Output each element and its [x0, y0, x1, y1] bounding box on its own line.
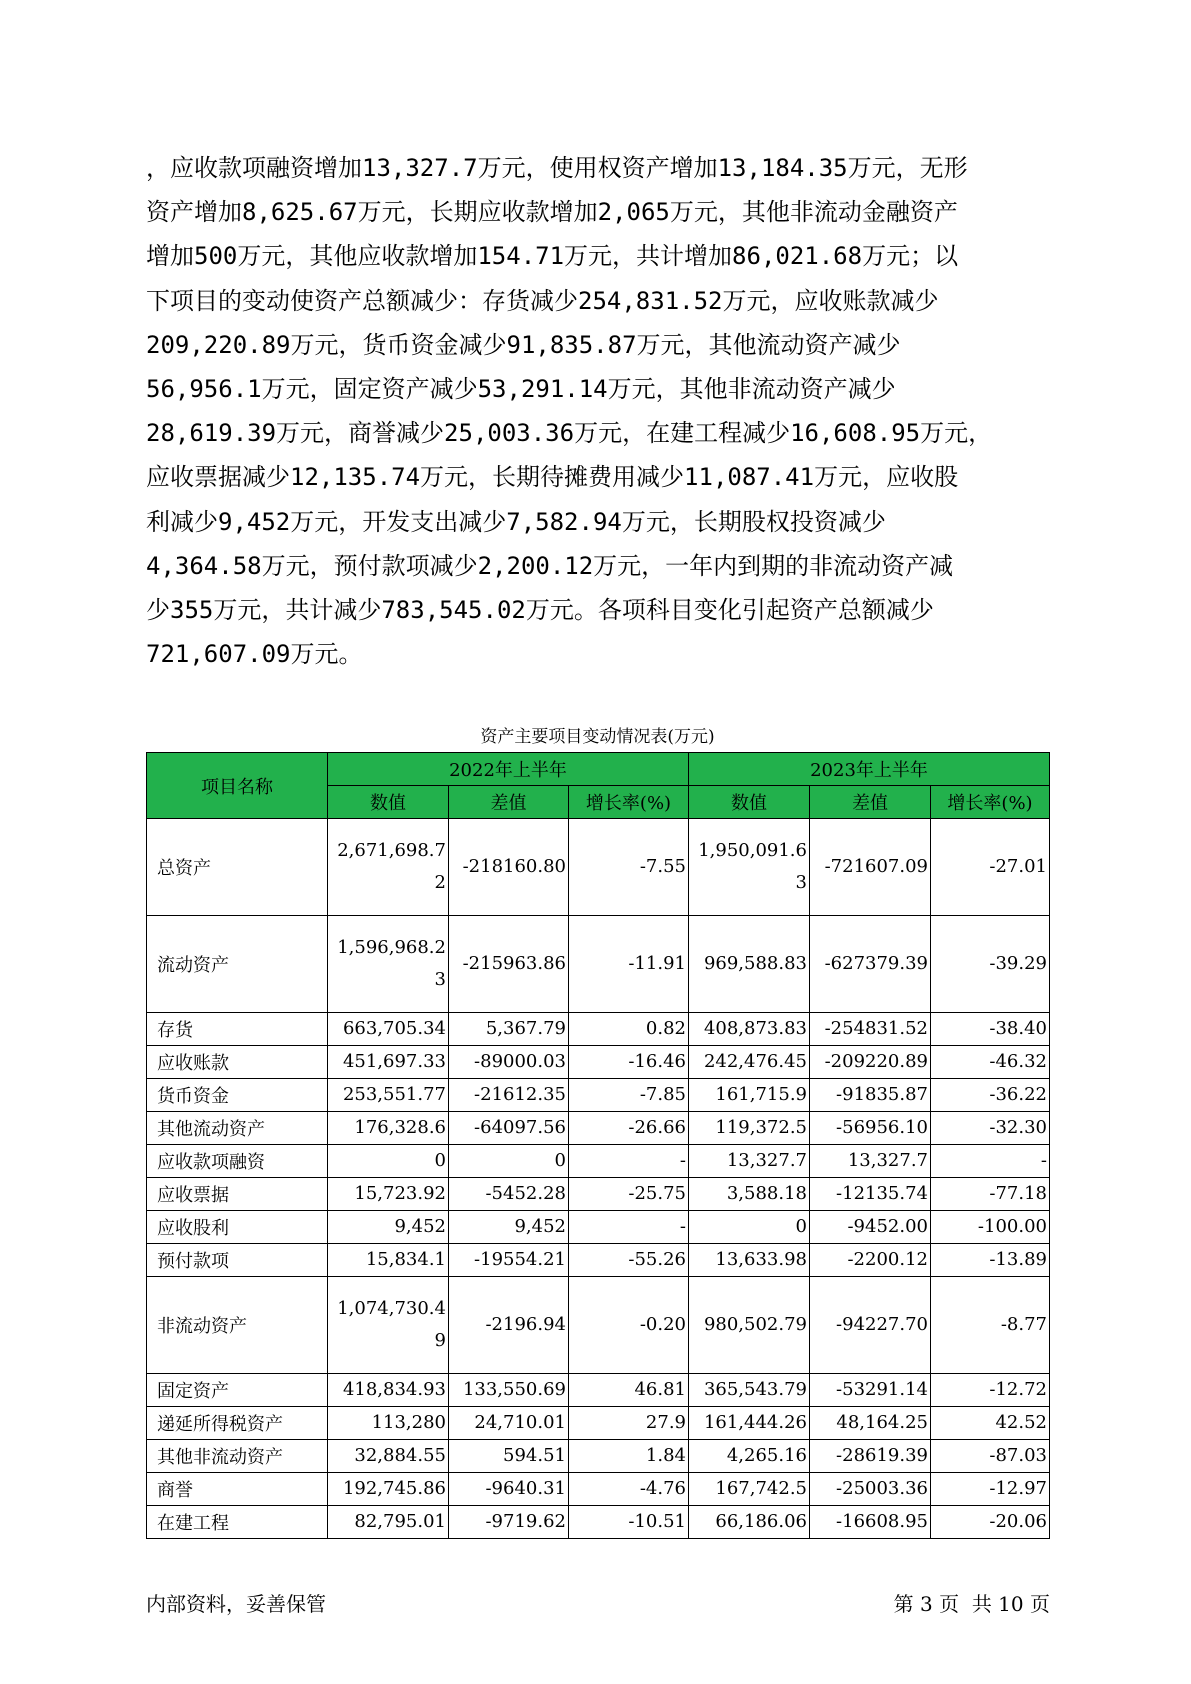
- table-row: [147, 1046, 1050, 1079]
- cell-value-2022: 15,834.1: [328, 1244, 449, 1277]
- cell-growth-2023: -100.00: [931, 1211, 1050, 1244]
- cell-value-2022: 0: [328, 1145, 449, 1178]
- cell-growth-2023: -46.32: [931, 1046, 1050, 1079]
- cell-diff-2022: 24,710.01: [449, 1407, 569, 1440]
- row-item-name: 递延所得税资产: [147, 1407, 328, 1440]
- cell-diff-2022: 594.51: [449, 1440, 569, 1473]
- cell-diff-2023: -12135.74: [810, 1178, 931, 1211]
- cell-diff-2023: -28619.39: [810, 1440, 931, 1473]
- cell-value-2023: 13,327.7: [689, 1145, 810, 1178]
- table-row: [147, 1407, 1050, 1440]
- paragraph-line: 下项目的变动使资产总额减少：存货减少254,831.52万元，应收账款减少: [146, 286, 939, 315]
- cell-growth-2023: -32.30: [931, 1112, 1050, 1145]
- cell-growth-2023: -27.01: [931, 819, 1050, 916]
- cell-growth-2023: -39.29: [931, 916, 1050, 1013]
- table-row: [147, 916, 1050, 1013]
- paragraph-line: 增加500万元，其他应收款增加154.71万元，共计增加86,021.68万元；以: [146, 242, 959, 271]
- paragraph-line: 少355万元，共计减少783,545.02万元。各项科目变化引起资产总额减少: [146, 596, 934, 625]
- paragraph-line: 721,607.09万元。: [146, 640, 363, 669]
- cell-diff-2022: 5,367.79: [449, 1013, 569, 1046]
- cell-growth-2023: -12.97: [931, 1473, 1050, 1506]
- cell-value-2022: 1,596,968.23: [328, 916, 449, 1013]
- cell-value-2023: 3,588.18: [689, 1178, 810, 1211]
- cell-diff-2023: -56956.10: [810, 1112, 931, 1145]
- cell-value-2022: 176,328.6: [328, 1112, 449, 1145]
- cell-growth-2022: -4.76: [569, 1473, 689, 1506]
- paragraph-line: 应收票据减少12,135.74万元，长期待摊费用减少11,087.41万元，应收股: [146, 463, 959, 492]
- cell-diff-2022: -9719.62: [449, 1506, 569, 1539]
- cell-diff-2022: -9640.31: [449, 1473, 569, 1506]
- cell-diff-2022: 9,452: [449, 1211, 569, 1244]
- row-item-name: 其他流动资产: [147, 1112, 328, 1145]
- table-row: [147, 1079, 1050, 1112]
- cell-value-2023: 13,633.98: [689, 1244, 810, 1277]
- cell-growth-2022: 46.81: [569, 1374, 689, 1407]
- cell-diff-2022: -19554.21: [449, 1244, 569, 1277]
- cell-diff-2023: -25003.36: [810, 1473, 931, 1506]
- header-item-name: 项目名称: [147, 753, 328, 819]
- cell-value-2023: 969,588.83: [689, 916, 810, 1013]
- cell-growth-2022: -55.26: [569, 1244, 689, 1277]
- row-item-name: 商誉: [147, 1473, 328, 1506]
- cell-diff-2022: 133,550.69: [449, 1374, 569, 1407]
- table-row: [147, 1506, 1050, 1539]
- cell-value-2022: 253,551.77: [328, 1079, 449, 1112]
- body-paragraph: [146, 146, 1046, 676]
- row-item-name: 其他非流动资产: [147, 1440, 328, 1473]
- row-item-name: 货币资金: [147, 1079, 328, 1112]
- cell-growth-2022: -: [569, 1211, 689, 1244]
- cell-value-2022: 82,795.01: [328, 1506, 449, 1539]
- cell-diff-2022: 0: [449, 1145, 569, 1178]
- cell-diff-2023: 48,164.25: [810, 1407, 931, 1440]
- row-item-name: 流动资产: [147, 916, 328, 1013]
- footer-page-number: 第 3 页 共 10 页: [893, 1592, 1050, 1616]
- cell-growth-2022: 27.9: [569, 1407, 689, 1440]
- cell-diff-2023: -94227.70: [810, 1277, 931, 1374]
- cell-growth-2023: -: [931, 1145, 1050, 1178]
- header-period-2022: 2022年上半年: [328, 753, 689, 786]
- header-diff-2022: 差值: [449, 786, 569, 819]
- cell-diff-2023: -627379.39: [810, 916, 931, 1013]
- cell-growth-2023: -12.72: [931, 1374, 1050, 1407]
- cell-growth-2022: -11.91: [569, 916, 689, 1013]
- cell-value-2022: 9,452: [328, 1211, 449, 1244]
- row-item-name: 预付款项: [147, 1244, 328, 1277]
- cell-growth-2022: -7.85: [569, 1079, 689, 1112]
- cell-diff-2023: -16608.95: [810, 1506, 931, 1539]
- cell-growth-2023: -8.77: [931, 1277, 1050, 1374]
- cell-growth-2022: 1.84: [569, 1440, 689, 1473]
- cell-diff-2023: -721607.09: [810, 819, 931, 916]
- table-row: [147, 1244, 1050, 1277]
- table-row: [147, 1178, 1050, 1211]
- cell-diff-2022: -64097.56: [449, 1112, 569, 1145]
- table-row: [147, 1473, 1050, 1506]
- cell-diff-2022: -215963.86: [449, 916, 569, 1013]
- table-row: [147, 1145, 1050, 1178]
- table-row: [147, 1440, 1050, 1473]
- cell-diff-2023: -254831.52: [810, 1013, 931, 1046]
- cell-value-2023: 119,372.5: [689, 1112, 810, 1145]
- row-item-name: 固定资产: [147, 1374, 328, 1407]
- cell-value-2022: 113,280: [328, 1407, 449, 1440]
- cell-value-2022: 32,884.55: [328, 1440, 449, 1473]
- header-growth-2022: 增长率(%): [569, 786, 689, 819]
- table-row: [147, 1013, 1050, 1046]
- cell-growth-2022: -: [569, 1145, 689, 1178]
- row-item-name: 应收款项融资: [147, 1145, 328, 1178]
- table-row: [147, 1277, 1050, 1374]
- cell-value-2023: 161,444.26: [689, 1407, 810, 1440]
- paragraph-line: 利减少9,452万元，开发支出减少7,582.94万元，长期股权投资减少: [146, 507, 886, 536]
- paragraph-line: 4,364.58万元，预付款项减少2,200.12万元，一年内到期的非流动资产减: [146, 551, 954, 580]
- footer-confidential: 内部资料，妥善保管: [146, 1592, 326, 1616]
- header-period-2023: 2023年上半年: [689, 753, 1050, 786]
- paragraph-line: 资产增加8,625.67万元，长期应收款增加2,065万元，其他非流动金融资产: [146, 198, 958, 227]
- cell-growth-2022: -26.66: [569, 1112, 689, 1145]
- cell-growth-2023: -87.03: [931, 1440, 1050, 1473]
- table-row: [147, 819, 1050, 916]
- cell-value-2022: 1,074,730.49: [328, 1277, 449, 1374]
- cell-growth-2023: -20.06: [931, 1506, 1050, 1539]
- cell-growth-2022: -25.75: [569, 1178, 689, 1211]
- cell-value-2022: 663,705.34: [328, 1013, 449, 1046]
- row-item-name: 非流动资产: [147, 1277, 328, 1374]
- table-caption: 资产主要项目变动情况表(万元): [480, 727, 715, 747]
- cell-growth-2023: -13.89: [931, 1244, 1050, 1277]
- cell-value-2023: 4,265.16: [689, 1440, 810, 1473]
- cell-value-2023: 980,502.79: [689, 1277, 810, 1374]
- cell-value-2023: 161,715.9: [689, 1079, 810, 1112]
- cell-growth-2022: 0.82: [569, 1013, 689, 1046]
- cell-diff-2022: -21612.35: [449, 1079, 569, 1112]
- cell-diff-2023: -209220.89: [810, 1046, 931, 1079]
- cell-value-2023: 167,742.5: [689, 1473, 810, 1506]
- cell-growth-2022: -16.46: [569, 1046, 689, 1079]
- paragraph-line: 28,619.39万元，商誉减少25,003.36万元，在建工程减少16,608.95万元，: [146, 419, 993, 448]
- cell-diff-2022: -89000.03: [449, 1046, 569, 1079]
- table-row: [147, 1211, 1050, 1244]
- cell-diff-2023: -53291.14: [810, 1374, 931, 1407]
- cell-diff-2023: -9452.00: [810, 1211, 931, 1244]
- cell-value-2023: 365,543.79: [689, 1374, 810, 1407]
- cell-growth-2023: -38.40: [931, 1013, 1050, 1046]
- table-body: [147, 819, 1050, 1539]
- cell-value-2022: 418,834.93: [328, 1374, 449, 1407]
- cell-diff-2022: -218160.80: [449, 819, 569, 916]
- row-item-name: 应收股利: [147, 1211, 328, 1244]
- cell-value-2022: 451,697.33: [328, 1046, 449, 1079]
- table-row: [147, 1112, 1050, 1145]
- asset-change-table: [146, 752, 1050, 1539]
- cell-growth-2022: -10.51: [569, 1506, 689, 1539]
- cell-diff-2022: -2196.94: [449, 1277, 569, 1374]
- row-item-name: 总资产: [147, 819, 328, 916]
- cell-value-2023: 66,186.06: [689, 1506, 810, 1539]
- cell-value-2022: 2,671,698.72: [328, 819, 449, 916]
- cell-growth-2023: -36.22: [931, 1079, 1050, 1112]
- row-item-name: 在建工程: [147, 1506, 328, 1539]
- header-value-2022: 数值: [328, 786, 449, 819]
- cell-value-2023: 0: [689, 1211, 810, 1244]
- paragraph-line: 209,220.89万元，货币资金减少91,835.87万元，其他流动资产减少: [146, 330, 901, 359]
- cell-diff-2023: -2200.12: [810, 1244, 931, 1277]
- paragraph-line: 56,956.1万元，固定资产减少53,291.14万元，其他非流动资产减少: [146, 375, 896, 404]
- row-item-name: 应收账款: [147, 1046, 328, 1079]
- cell-growth-2023: 42.52: [931, 1407, 1050, 1440]
- table-row: [147, 1374, 1050, 1407]
- cell-value-2023: 242,476.45: [689, 1046, 810, 1079]
- row-item-name: 应收票据: [147, 1178, 328, 1211]
- header-growth-2023: 增长率(%): [931, 786, 1050, 819]
- cell-value-2022: 192,745.86: [328, 1473, 449, 1506]
- cell-diff-2023: -91835.87: [810, 1079, 931, 1112]
- cell-growth-2022: -7.55: [569, 819, 689, 916]
- cell-value-2023: 408,873.83: [689, 1013, 810, 1046]
- cell-growth-2022: -0.20: [569, 1277, 689, 1374]
- cell-growth-2023: -77.18: [931, 1178, 1050, 1211]
- row-item-name: 存货: [147, 1013, 328, 1046]
- header-value-2023: 数值: [689, 786, 810, 819]
- cell-diff-2023: 13,327.7: [810, 1145, 931, 1178]
- cell-diff-2022: -5452.28: [449, 1178, 569, 1211]
- cell-value-2023: 1,950,091.63: [689, 819, 810, 916]
- header-diff-2023: 差值: [810, 786, 931, 819]
- paragraph-line: ，应收款项融资增加13,327.7万元，使用权资产增加13,184.35万元，无形: [146, 154, 968, 182]
- cell-value-2022: 15,723.92: [328, 1178, 449, 1211]
